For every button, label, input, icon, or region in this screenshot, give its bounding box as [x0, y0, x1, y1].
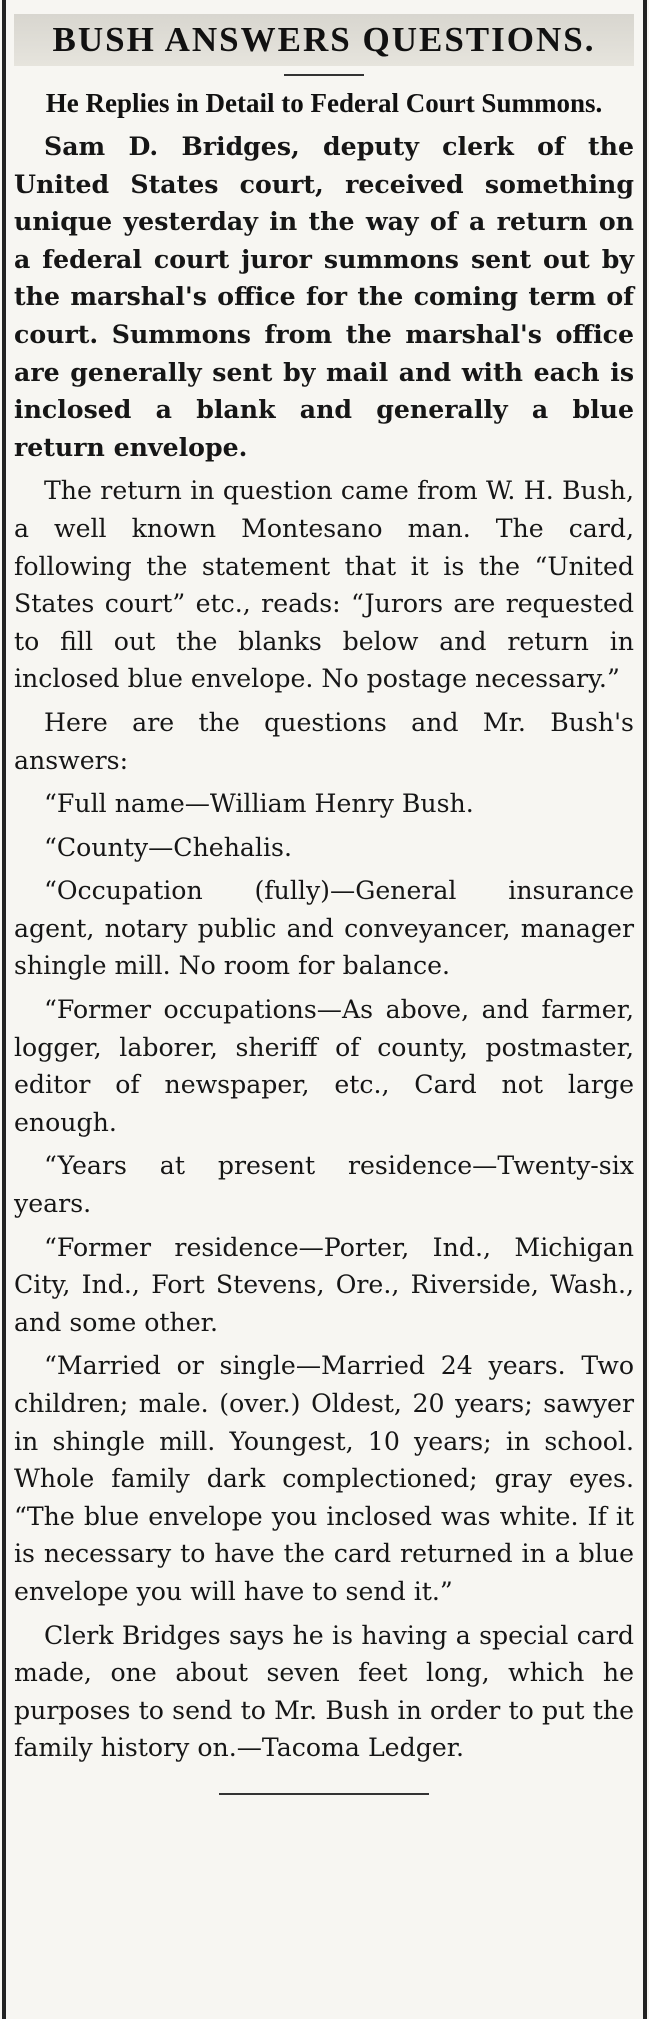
answer-former-residence: “Former residence—Porter, Ind., Michigan City, Ind., Fort Stevens, Ore., Riverside, Wash., and some other.	[14, 1232, 634, 1337]
paragraph-questions-intro: Here are the questions and Mr. Bush's answers:	[14, 707, 634, 775]
paragraph-intro: Sam D. Bridges, deputy clerk of the United States court, received something unique yesterday in the way of a return on a federal court juror summons sent out by the marshal's office for the coming term of court. Summons from the marshal's office are generally sent by mail and with each is inclosed a blank and generally a blue return envelope.	[14, 131, 634, 462]
answer-full-name: “Full name—William Henry Bush.	[44, 789, 474, 819]
subheadline: He Replies in Detail to Federal Court Summons.	[45, 88, 603, 118]
answer-occupation: “Occupation (fully)—General insurance agent, notary public and conveyancer, manager shingle mill. No room for balance.	[14, 876, 634, 981]
paragraph-return: The return in question came from W. H. Bush, a well known Montesano man. The card, following the statement that it is the “United States court” etc., reads: “Jurors are requested to fill out the blanks below and return in inclosed blue envelope. No postage necessary.”	[14, 476, 634, 694]
article	[14, 14, 634, 1795]
column-rule-right	[643, 0, 647, 2019]
article-body	[14, 128, 634, 1767]
answer-former-occupations: “Former occupations—As above, and farmer, logger, laborer, sheriff of county, postmaster, editor of newspaper, etc., Card not large enough.	[14, 995, 634, 1137]
headline: BUSH ANSWERS QUESTIONS.	[14, 14, 634, 66]
paragraph-closing: Clerk Bridges says he is having a special card made, one about seven feet long, which he purposes to send to Mr. Bush in order to put the family history on.—Tacoma Ledger.	[14, 1620, 634, 1763]
answer-county: “County—Chehalis.	[44, 832, 292, 862]
answer-years-residence: “Years at present residence—Twenty-six years.	[14, 1151, 634, 1219]
column-rule-left	[2, 0, 6, 2019]
headline-divider	[284, 74, 364, 76]
answer-married: “Married or single—Married 24 years. Two children; male. (over.) Oldest, 20 years; sawyer in shingle mill. Youngest, 10 years; in school. Whole family dark complectioned; gray eyes. “The blue envelope you inclosed was white. If it is necessary to have the card returned in a blue envelope you will have to send it.”	[14, 1351, 634, 1606]
end-divider	[219, 1793, 429, 1795]
